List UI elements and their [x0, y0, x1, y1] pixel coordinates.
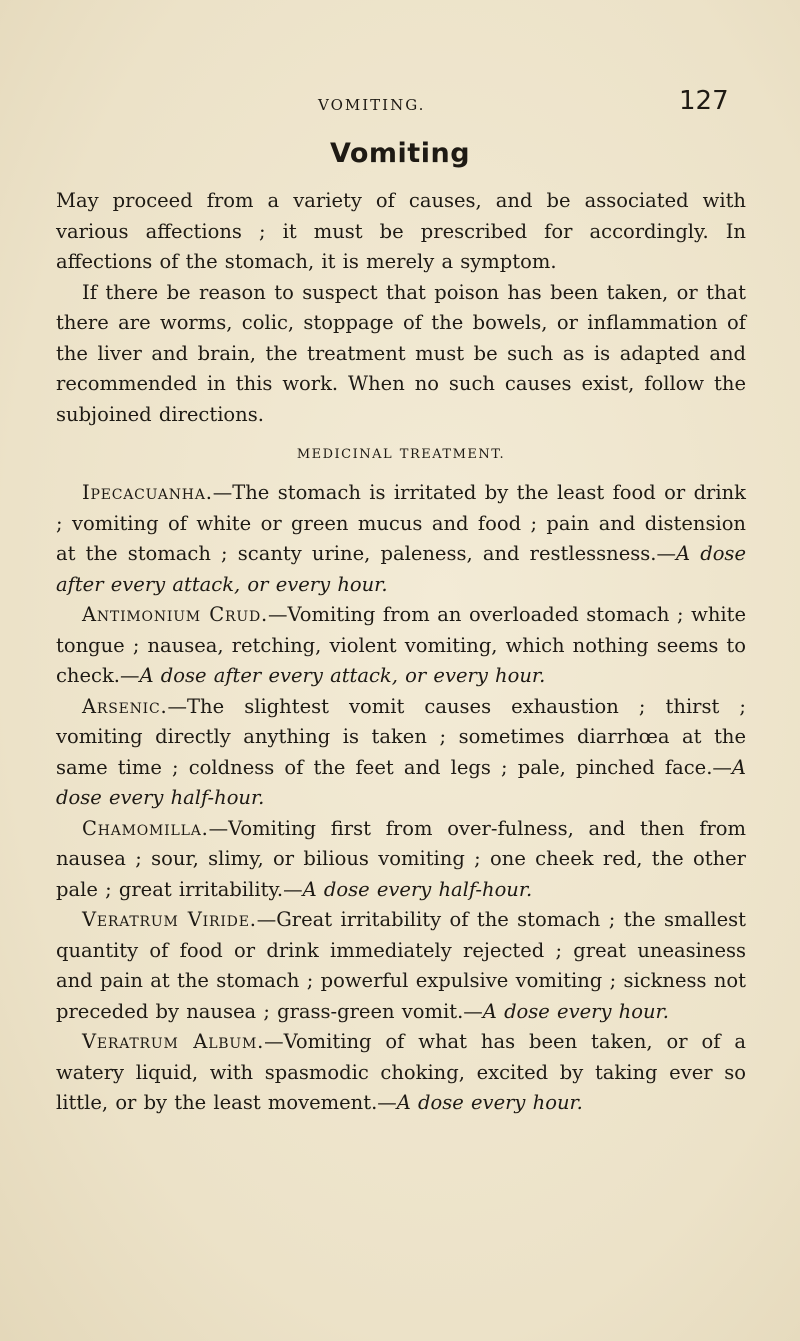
remedy-dose: A dose every hour. [396, 1091, 583, 1114]
remedy-entry [56, 905, 746, 1027]
remedy-name: Ipecacuanha. [82, 481, 213, 504]
remedy-name: Veratrum Viride. [82, 908, 257, 931]
remedy-name: Chamomilla. [82, 816, 209, 840]
intro-paragraph: May proceed from a variety of causes, and be associated with various affections ; it must be prescribed for accordingly. In affections of the stomach, it is merely a symptom. [56, 189, 746, 273]
running-head: VOMITING. [318, 96, 426, 114]
chapter-title: Vomiting [329, 138, 471, 169]
remedy-text: —The slightest vomit causes exhaustion ; thirst ; vomiting directly anything is taken ; sometimes diarrhœa at the same time ; coldness of the feet and legs ; pale, pinched face.— [56, 694, 746, 779]
remedy-name: Antimonium Crud. [82, 603, 268, 626]
remedy-entry [56, 1027, 746, 1119]
remedy-entry [56, 600, 746, 692]
page-header [0, 86, 800, 126]
remedy-text: —Vomiting of what has been taken, or of a watery liquid, with spasmodic choking, excited by taking ever so little, or by the least movement.— [56, 1030, 746, 1114]
remedy-dose: A dose after every attack, or every hour. [56, 542, 746, 596]
remedy-name: Arsenic. [82, 694, 168, 718]
remedy-text: —Vomiting from an overloaded stomach ; white tongue ; nausea, retching, violent vomiting, which nothing seems to check.— [56, 603, 747, 687]
remedy-dose: A dose after every attack, or every hour. [139, 664, 546, 687]
intro-paragraph: If there be reason to suspect that poison has been taken, or that there are worms, colic, stoppage of the bowels, or inflammation of the liver and brain, the treatment must be such as is adapted and recommended in this work. When no such causes exist, follow the subjoined directions. [56, 280, 746, 426]
remedy-text: —The stomach is irritated by the least food or drink ; vomiting of white or green mucus and food ; pain and distension at the stomach ; scanty urine, paleness, and restlessness.— [56, 481, 746, 565]
remedy-dose: A dose every hour. [482, 999, 669, 1023]
remedy-entry [56, 692, 746, 814]
remedy-name: Veratrum Album. [82, 1030, 265, 1053]
remedy-text: —Vomiting first from over-fulness, and then from nausea ; sour, slimy, or bilious vomiting ; one cheek red, the other pale ; great irritability.— [56, 816, 746, 901]
remedy-entry [56, 478, 746, 600]
page-number: 127 [679, 86, 729, 116]
section-heading: MEDICINAL TREATMENT. [296, 447, 506, 462]
remedy-entry [56, 814, 746, 906]
remedy-dose: A dose every half-hour. [302, 877, 533, 901]
remedy-text: —Great irritability of the stomach ; the smallest quantity of food or drink immediately rejected ; great uneasiness and pain at the stomach ; powerful expulsive vomiting ; sickness not preceded by nausea ; grass-green vomit.— [56, 908, 746, 1023]
body-text [56, 186, 746, 1119]
remedy-dose: A dose every half-hour. [56, 755, 746, 809]
